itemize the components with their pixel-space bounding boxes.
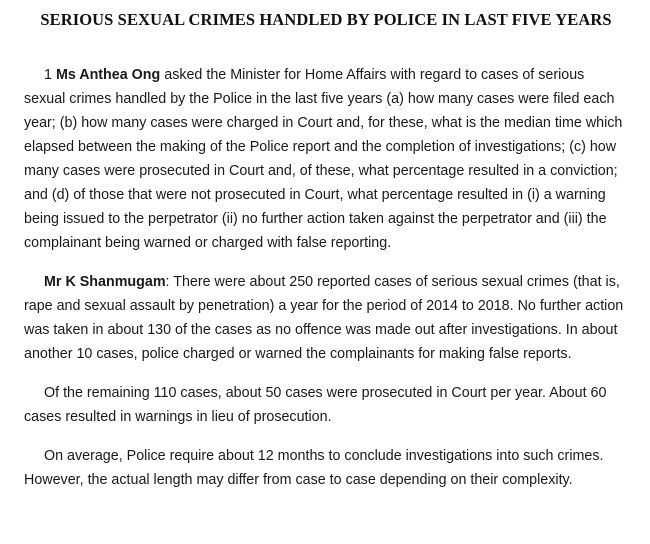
answer-text-1: : There were about 250 reported cases of serious sexual crimes (that is, rape and sexual assault by penetration) a year for the period of 2014 to 2018. No further action was taken in about 130 of the cases as no offence was made out after investigations. In about another 10 cases, police charged or warned the complainants for making false reports.: [24, 274, 624, 362]
answer-paragraph-3: On average, Police require about 12 months to conclude investigations into such crimes. However, the actual length may differ from case to case depending on their complexity.: [24, 448, 604, 488]
question-number: 1: [44, 67, 52, 83]
question-paragraph: [24, 63, 628, 255]
page-title: SERIOUS SEXUAL CRIMES HANDLED BY POLICE IN LAST FIVE YEARS: [40, 10, 612, 29]
document-body: [24, 63, 628, 492]
question-text: asked the Minister for Home Affairs with regard to cases of serious sexual crimes handled by the Police in the last five years (a) how many cases were filed each year; (b) how many cases were charged in Court and, for these, what is the median time which elapsed between the making of the Police report and the completion of investigations; (c) how many cases were prosecuted in Court and, of these, what percentage resulted in a conviction; and (d) of those that were not prosecuted in Court, what percentage resulted in (i) a warning being issued to the perpetrator (ii) no further action taken against the perpetrator and (iii) the complainant being warned or charged with false reporting.: [24, 67, 623, 251]
answer-paragraph-1: [24, 270, 628, 366]
answer-speaker: Mr K Shanmugam: [44, 274, 166, 290]
question-asker: Ms Anthea Ong: [55, 67, 161, 83]
answer-paragraph-2: Of the remaining 110 cases, about 50 cases were prosecuted in Court per year. About 60 cases resulted in warnings in lieu of prosecution.: [24, 385, 607, 425]
